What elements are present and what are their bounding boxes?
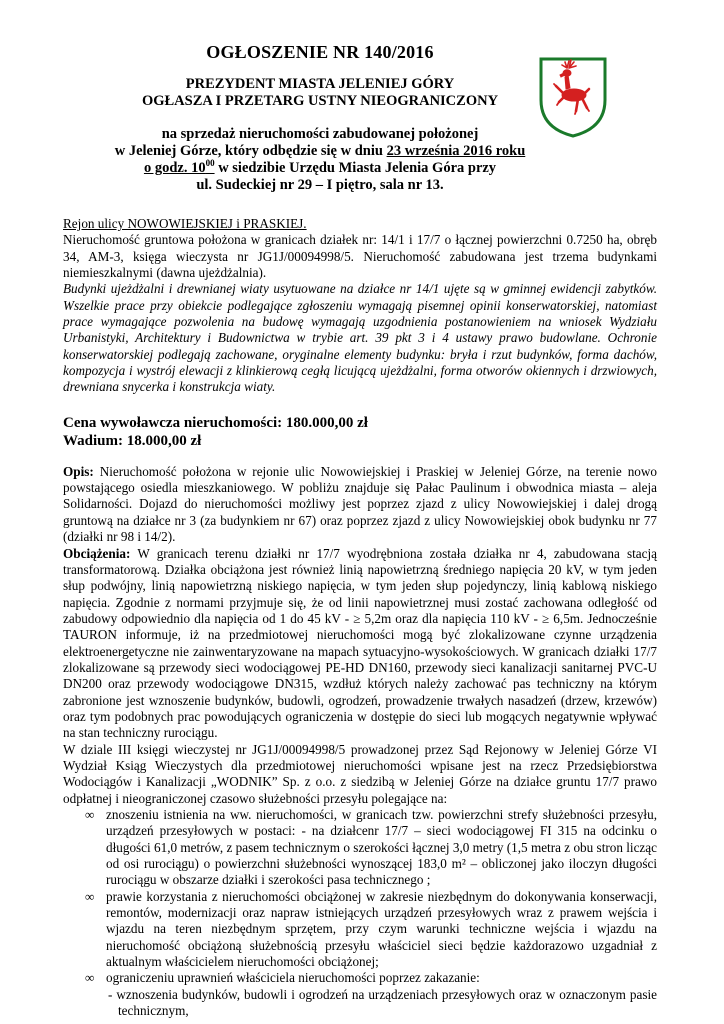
deposit: Wadium: 18.000,00 zł xyxy=(63,432,202,449)
infinity-bullet-icon: ∞ xyxy=(85,970,95,986)
tender-line: OGŁASZA I PRZETARG USTNY NIEOGRANICZONY xyxy=(141,93,499,109)
announce-line-1: na sprzedaż nieruchomości zabudowanej położonej xyxy=(161,126,479,142)
heritage-note: Budynki ujeżdżalni i drewnianej wiaty usytuowane na działce nr 14/1 ujęte są w gminnej ewidencji zabytków. Wszelkie prace przy obiekcie podlegające zgłoszeniu wymagają pisemnej opinii konserwatorskiej, natomiast prace wymagające pozwolenia na budowę wymagają uzgodnienia postanowieniem na wniosek Wydziału Urbanistyki, Architektury i Budownictwa w trybie art. 39 pkt 3 i 4 ustawy prawo budowlane. Ochronie konserwatorskiej podlegają zachowane, oryginalne elementy budynku: bryła i rzut budynków, forma dachów, kompozycja i wystrój elewacji z klinkierową cegłą licującą ujeżdżalni, forma otworów okiennych i drzwiowych, drewniana snycerka i konstrukcja wiaty. xyxy=(63,281,657,395)
description-label: Opis: xyxy=(63,463,94,479)
infinity-bullet-icon: ∞ xyxy=(85,888,95,904)
dash-list-item: - wznoszenia budynków, budowli i ogrodzeń na urządzeniach przesyłowych oraz w oznaczonym pasie technicznym, xyxy=(108,986,657,1019)
description-paragraph: Opis: Nieruchomość położona w rejonie ulic Nowowiejskiej i Praskiej w Jeleniej Górze, na terenie nowo powstającego osiedla mieszkaniowego. W pobliżu znajduje się Pałac Paulinum i obwodnica miasta – aleja Solidarności. Dojazd do nieruchomości możliwy jest poprzez zjazd z ulicy Nowowiejskiej i dalej drogą gruntową na działce nr 3 (za budynkiem nr 67) oraz poprzez zjazd z ulicy Nowowiejskiej obok budynku nr 77 (działki nr 98 i 14/2). xyxy=(63,463,657,545)
list-item: ∞ znoszeniu istnienia na ww. nieruchomości, w granicach tzw. powierzchni strefy służebności przesyłu, urządzeń przesyłowych w postaci: - na działcenr 17/7 – sieci wodociągowej FI 315 na odcinku o długości 61,0 metrów, z pasem technicznym o szerokości łącznej 3,0 metry (1,5 metra z obu stron licząc od osi rurociągu) o powierzchni służebności wynoszącej 183,0 m² – obliczonej jako iloczyn długości rurociągu w obszarze działki i szerokości pasa technicznego ; xyxy=(85,807,657,888)
tender-announcement xyxy=(60,126,580,194)
list-item: ∞ prawie korzystania z nieruchomości obciążonej w zakresie niezbędnym do dokonywania konserwacji, remontów, modernizacji oraz napraw istniejących urządzeń przesyłowych wraz z prawem wejścia i wjazdu na teren niezbędnym sprzętem, przy czym warunki techniczne wejścia i wjazdu na nieruchomość obciążoną służebnością przesyłu właściciel sieci będzie każdorazowo uzgadniał z aktualnym właścicielem nieruchomości obciążonej; xyxy=(85,888,657,970)
header xyxy=(60,42,580,194)
document-body xyxy=(63,216,657,1019)
announce-line-2: w Jeleniej Górze, który odbędzie się w dniu 23 września 2016 roku xyxy=(114,143,526,159)
announce-line-3: o godz. $10^{00}$ w siedzibie Urzędu Miasta Jelenia Góra przy xyxy=(143,158,497,176)
deer-coat-of-arms-icon xyxy=(538,56,608,138)
land-register-paragraph: W dziale III księgi wieczystej nr JG1J/00094998/5 prowadzonej przez Sąd Rejonowy w Jeleniej Górze VI Wydział Ksiąg Wieczystych dla przedmiotowej nieruchomości wpisane jest na rzecz Przedsiębiorstwa Wodociągów i Kanalizacji „WODNIK” Sp. z o.o. z siedzibą w Jeleniej Górze na działce gruntu 17/7 prawo odpłatnej i nieograniczonej czasowo służebności przesyłu polegające na: xyxy=(63,741,657,806)
tender-time: o godz. $10^{00}$ xyxy=(143,158,215,176)
encumbrances-paragraph: Obciążenia: W granicach terenu działki nr 17/7 wyodrębniona została działka nr 4, zabudowana stacją transformatorową. Działka obciążona jest również linią napowietrzną średniego napięcia 20 kV, w tym jeden słup podwójny, linią napowietrzną niskiego napięcia, w tym jeden słup pojedynczy, linią kablową niskiego napięcia. Zgodnie z normami przyjmuje się, że od linii napowietrznej musi zostać zachowana odległość od zabudowy odpowiednio dla napięcia od 1 do 45 kV - ≥ 5,2m oraz dla napięcia 110 kV - ≥ 6,5m. Jednocześnie TAURON informuje, iż na przedmiotowej nieruchomości mogą być zlokalizowane czynne urządzenia elektroenergetyczne nie zainwentaryzowane na mapach sytuacyjno-wysokościowych. W granicach działki 17/7 zlokalizowane są przewody sieci wodociągowej PE-HD DN160, przewody sieci kanalizacji sanitarnej PVC-U DN200 oraz przewody wodociągowe DN315, wzdłuż których należy zachować pas techniczny na którym zabronione jest wznoszenie budynków, budowli, ogrodzeń, prowadzenie trwałych nasadzeń (drzew, krzewów) oraz tym podobnych prac powodujących ograniczenia w dostępie do sieci lub mogących negatywnie wpływać na stan techniczny rurociągu. xyxy=(63,545,657,741)
encumbrances-label: Obciążenia: xyxy=(63,545,131,561)
mayor-line: PREZYDENT MIASTA JELENIEJ GÓRY xyxy=(185,76,455,92)
starting-price: Cena wywoławcza nieruchomości: 180.000,00 zł xyxy=(63,414,368,431)
announce-line-4: ul. Sudeckiej nr 29 – I piętro, sala nr 13. xyxy=(196,177,444,193)
tender-date: 23 września 2016 roku xyxy=(386,143,526,159)
easement-list xyxy=(63,807,657,987)
list-item: ∞ ograniczeniu uprawnień właściciela nieruchomości poprzez zakazanie: xyxy=(85,970,480,986)
section-heading: Rejon ulicy NOWOWIEJSKIEJ i PRASKIEJ. xyxy=(63,216,307,231)
property-intro: Nieruchomość gruntowa położona w granicach działek nr: 14/1 i 17/7 o łącznej powierzchni 0.7250 ha, obręb 34, AM-3, księga wieczysta nr JG1J/00094998/5. Nieruchomość zabudowana jest trzema budynkami niemieszkalnymi (dawna ujeżdżalnia). xyxy=(63,232,657,281)
announcement-title: OGŁOSZENIE NR 140/2016 xyxy=(206,42,434,62)
infinity-bullet-icon: ∞ xyxy=(85,807,95,822)
